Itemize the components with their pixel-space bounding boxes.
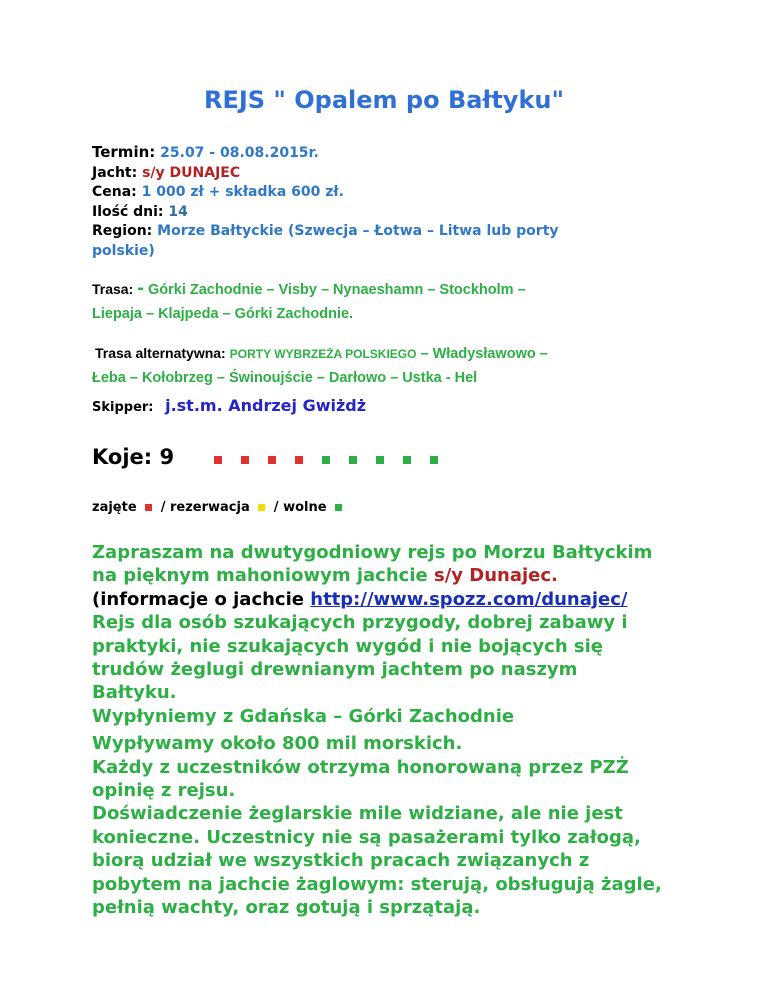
- alt-route-line-1: – Władysławowo –: [420, 346, 548, 362]
- route: [92, 276, 652, 326]
- legend-free-label: / wolne: [273, 500, 327, 515]
- body-line: na pięknym mahoniowym jachcie: [92, 565, 428, 587]
- yacht-label: Jacht:: [92, 164, 138, 181]
- bunk-status-6: [349, 456, 357, 464]
- skipper: [92, 396, 366, 415]
- region-value: Morze Bałtyckie (Szwecja – Łotwa – Litwa lub porty: [157, 223, 559, 239]
- yacht-row: [92, 164, 559, 184]
- body-line: praktyki, nie szukających wygód i nie bojących się: [92, 635, 603, 657]
- body-line: Wypływamy około 800 mil morskich.: [92, 733, 463, 755]
- days-value: 14: [168, 203, 188, 220]
- term-row: [92, 143, 559, 164]
- alt-route-label: Trasa alternatywna:: [95, 345, 226, 361]
- page-title: REJS " Opalem po Bałtyku": [203, 86, 565, 114]
- body-line: opinię z rejsu.: [92, 780, 236, 802]
- region-row: [92, 222, 559, 261]
- route-label: Trasa:: [92, 281, 134, 297]
- alt-route-line-2: Łeba – Kołobrzeg – Świnoujście – Darłowo – Ustka - Hel: [92, 370, 478, 386]
- yacht-value: s/y DUNAJEC: [142, 164, 241, 181]
- skipper-name: j.st.m. Andrzej Gwiżdż: [165, 396, 367, 415]
- body-line: Doświadczenie żeglarskie mile widziane, ale nie jest: [92, 803, 623, 825]
- body-line: Wypłyniemy z Gdańska – Górki Zachodnie: [92, 705, 515, 727]
- skipper-label: Skipper:: [92, 400, 154, 415]
- cruise-info: [92, 143, 559, 261]
- body-line: Zapraszam na dwutygodniowy rejs po Morzu Bałtyckim: [92, 542, 653, 563]
- alt-route-ports: PORTY WYBRZEŻA POLSKIEGO: [229, 347, 417, 361]
- bunk-status-8: [403, 456, 411, 464]
- bunk-status-9: [430, 456, 438, 464]
- route-line-2: Liepaja – Klajpeda – Górki Zachodnie.: [92, 306, 354, 322]
- legend-occupied-square: [145, 504, 152, 511]
- days-row: [92, 203, 559, 223]
- body-line: Bałtyku.: [92, 682, 177, 704]
- bunk-status-1: [214, 456, 222, 464]
- legend-occupied-label: zajęte: [92, 500, 137, 515]
- bunks-label: Koje: 9: [92, 445, 175, 469]
- legend-reserved-square: [258, 504, 265, 511]
- legend-reserved-label: / rezerwacja: [160, 500, 250, 515]
- price-label: Cena:: [92, 184, 137, 200]
- body-line: pobytem na jachcie żaglowym: sterują, obsługują żagle,: [92, 873, 662, 895]
- days-label: Ilość dni:: [92, 203, 164, 220]
- body-line: (informacje o jachcie: [92, 588, 304, 610]
- price-value: 1 000 zł + składka 600 zł.: [141, 184, 344, 200]
- bunk-status-3: [268, 456, 276, 464]
- body-line: trudów żeglugi drewnianym jachtem po naszym: [92, 659, 578, 681]
- bunk-status-4: [295, 456, 303, 464]
- body-line: Każdy z uczestników otrzyma honorowaną przez PZŻ: [92, 756, 629, 778]
- term-value: 25.07 - 08.08.2015r.: [160, 145, 319, 161]
- bunk-status-2: [241, 456, 249, 464]
- term-label: Termin:: [92, 143, 156, 161]
- description: [92, 541, 692, 920]
- bunk-status-5: [322, 456, 330, 464]
- bunk-legend: [92, 500, 346, 515]
- region-label: Region:: [92, 223, 153, 239]
- region-value-cont: polskie): [92, 242, 155, 259]
- route-line-1: Górki Zachodnie – Visby – Nynaeshamn – Stockholm –: [147, 282, 526, 298]
- body-line: Rejs dla osób szukających przygody, dobrej zabawy i: [92, 612, 628, 634]
- alternative-route: [92, 341, 672, 390]
- price-row: [92, 183, 559, 203]
- legend-free-square: [335, 504, 342, 511]
- body-line: biorą udział we wszystkich pracach związanych z: [92, 850, 590, 872]
- body-line: pełnią wachty, oraz gotują i sprzątają.: [92, 897, 481, 919]
- bunk-status-7: [376, 456, 384, 464]
- body-line: konieczne. Uczestnicy nie są pasażerami tylko załogą,: [92, 826, 641, 848]
- yacht-name: s/y Dunajec.: [433, 565, 558, 587]
- yacht-info-link[interactable]: http://www.spozz.com/dunajec/: [310, 588, 628, 610]
- route-dash: -: [137, 277, 144, 299]
